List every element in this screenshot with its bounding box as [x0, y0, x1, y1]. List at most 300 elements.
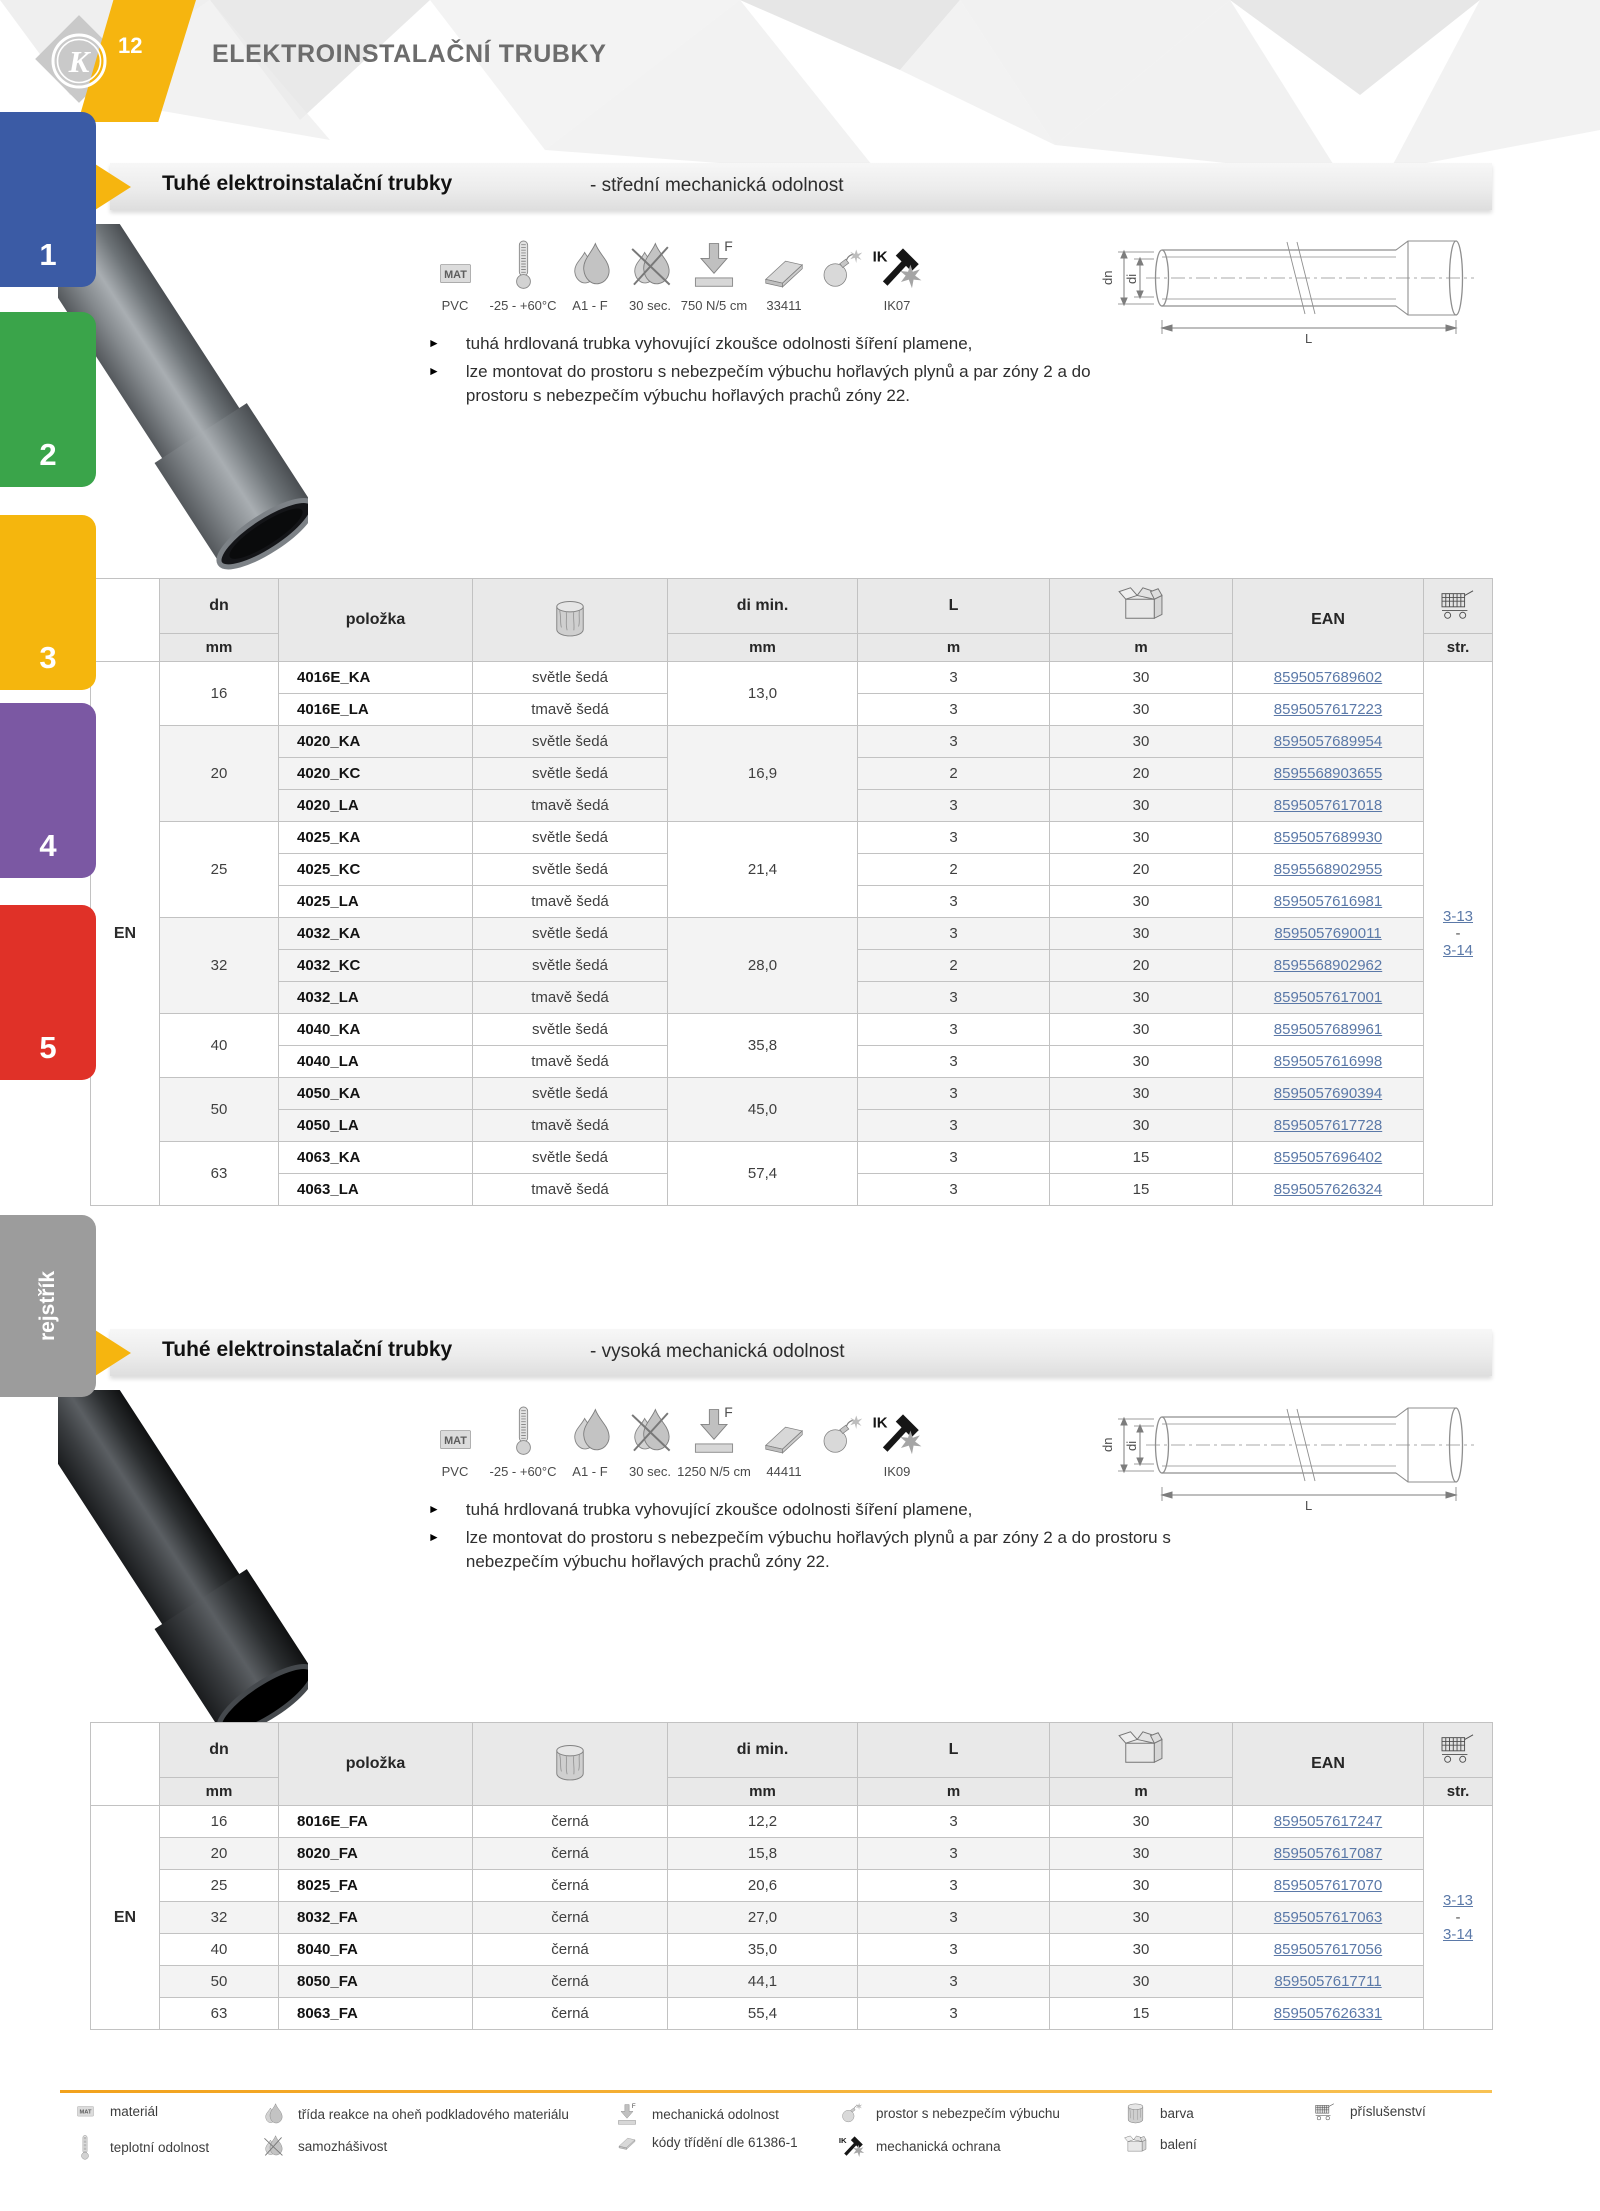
press-icon [615, 2102, 639, 2126]
cell-ean [1233, 982, 1424, 1014]
cell-ean [1233, 694, 1424, 726]
ean-link[interactable]: 8595057689602 [1273, 669, 1383, 686]
svg-text:MAT: MAT [443, 268, 467, 281]
table-row [91, 1014, 1493, 1046]
feature-bullets [428, 1498, 1188, 1578]
sidebar-tab-rejstk[interactable] [0, 1215, 96, 1397]
cell-pack: 20 [1050, 950, 1233, 982]
table-row [91, 1902, 1493, 1934]
svg-text:IK: IK [872, 248, 888, 266]
legend-label: příslušenství [1350, 2104, 1426, 2119]
svg-text:MAT: MAT [78, 2109, 92, 2116]
footer-divider [60, 2090, 1492, 2093]
book-icon [617, 2134, 637, 2151]
cell-dn: 63 [160, 1142, 279, 1206]
cell-ean [1233, 822, 1424, 854]
legend-label: mechanická ochrana [876, 2138, 1001, 2154]
col-header-cart [1424, 1723, 1493, 1778]
page-title: ELEKTROINSTALAČNÍ TRUBKY [212, 40, 607, 68]
cell-dn: 40 [160, 1934, 279, 1966]
cell-item: 4032_KC [279, 950, 473, 982]
standard-label: EN [91, 1806, 160, 2030]
table-row [91, 1806, 1493, 1838]
col-header-cart [1424, 579, 1493, 634]
sidebar-tab-label: 5 [39, 1030, 57, 1065]
unit-L: m [858, 634, 1050, 662]
cell-di: 45,0 [668, 1078, 858, 1142]
page-link[interactable]: 3-14 [1442, 942, 1474, 959]
ean-link[interactable]: 8595057617063 [1273, 1909, 1383, 1926]
spec-label: 1250 N/5 cm [677, 1464, 751, 1479]
ean-link[interactable]: 8595057617070 [1273, 1877, 1383, 1894]
section-bar-2 [110, 1329, 1492, 1376]
cell-L: 3 [858, 886, 1050, 918]
ean-link[interactable]: 8595057690011 [1274, 925, 1382, 942]
sidebar-tab-label: rejstřík [36, 1270, 59, 1342]
page-link[interactable]: 3-14 [1442, 1926, 1474, 1943]
cell-L: 3 [858, 982, 1050, 1014]
section-bar-1 [110, 163, 1492, 210]
sidebar-tab-5[interactable] [0, 905, 96, 1080]
table-row [91, 918, 1493, 950]
legend-label: materiál [110, 2103, 159, 2119]
cell-item: 4063_LA [279, 1174, 473, 1206]
section-subtitle: - vysoká mechanická odolnost [590, 1341, 845, 1362]
table-row [91, 1934, 1493, 1966]
ean-link[interactable]: 8595057617001 [1273, 989, 1383, 1006]
cell-ean [1233, 1998, 1424, 2030]
cell-ean [1233, 854, 1424, 886]
table-row [91, 1870, 1493, 1902]
cell-pack: 30 [1050, 1966, 1233, 1998]
page-ref [1424, 1806, 1493, 2030]
bucket-icon [1126, 2102, 1145, 2124]
bomb-icon [839, 2102, 863, 2124]
unit-L: m [858, 1778, 1050, 1806]
cell-dn: 16 [160, 1806, 279, 1838]
cell-L: 3 [858, 1806, 1050, 1838]
ean-link[interactable]: 8595057689961 [1273, 1021, 1383, 1038]
thermometer-icon [512, 238, 535, 290]
cell-dn: 50 [160, 1966, 279, 1998]
cell-ean [1233, 1078, 1424, 1110]
spec-label: 44411 [766, 1464, 802, 1479]
cell-color: světle šedá [473, 950, 668, 982]
cell-color: světle šedá [473, 822, 668, 854]
section-title: Tuhé elektroinstalační trubky [162, 172, 453, 195]
kopos-logo-icon [49, 31, 109, 91]
svg-text:MAT: MAT [443, 1434, 467, 1447]
spec-label: -25 - +60°C [489, 298, 557, 313]
cell-ean [1233, 790, 1424, 822]
spec-ik-hammer-icon [849, 1398, 945, 1479]
col-header-color [473, 1723, 668, 1806]
feature-bullets [428, 332, 1103, 412]
cell-color: černá [473, 1902, 668, 1934]
bullet-item [428, 1526, 1188, 1574]
ean-link[interactable]: 8595057617056 [1273, 1941, 1383, 1958]
cell-di: 15,8 [668, 1838, 858, 1870]
cell-pack: 15 [1050, 1142, 1233, 1174]
cell-item: 4016E_KA [279, 662, 473, 694]
cell-color: světle šedá [473, 1142, 668, 1174]
cell-item: 4032_LA [279, 982, 473, 1014]
cell-color: tmavě šedá [473, 1110, 668, 1142]
cell-item: 8050_FA [279, 1966, 473, 1998]
cell-L: 2 [858, 854, 1050, 886]
cell-L: 3 [858, 1078, 1050, 1110]
legend-label: samozhášivost [298, 2138, 388, 2154]
cell-di: 27,0 [668, 1902, 858, 1934]
cell-di: 16,9 [668, 726, 858, 822]
col-header-pack [1050, 579, 1233, 634]
dim-label-L: L [1305, 331, 1313, 346]
cell-di: 35,0 [668, 1934, 858, 1966]
cell-pack: 30 [1050, 1014, 1233, 1046]
cell-color: světle šedá [473, 854, 668, 886]
cell-ean [1233, 1174, 1424, 1206]
ean-link[interactable]: 8595057616981 [1273, 893, 1383, 910]
col-header-color [473, 579, 668, 662]
table-row [91, 822, 1493, 854]
cell-L: 3 [858, 662, 1050, 694]
svg-text:F: F [631, 2103, 636, 2110]
product-table-wrap [90, 578, 1493, 1206]
cell-di: 57,4 [668, 1142, 858, 1206]
cell-pack: 30 [1050, 694, 1233, 726]
sidebar-tab-4[interactable] [0, 703, 96, 878]
unit-di: mm [668, 1778, 858, 1806]
legend-label: prostor s nebezpečím výbuchu [876, 2105, 1060, 2121]
box-icon [1116, 1728, 1166, 1768]
cell-pack: 20 [1050, 854, 1233, 886]
cart-icon [1439, 1732, 1477, 1764]
bullet-text: lze montovat do prostoru s nebezpečím výbuchu hořlavých plynů a par zóny 2 a do prostoru s nebezpečím výbuchu hořlavých prachů zóny 22. [465, 1528, 1171, 1572]
legend-item [1118, 2102, 1194, 2124]
cell-color: světle šedá [473, 918, 668, 950]
flame-icon [261, 2102, 285, 2126]
cell-color: černá [473, 1998, 668, 2030]
thermometer-icon [512, 1404, 535, 1456]
cell-item: 4016E_LA [279, 694, 473, 726]
cell-L: 2 [858, 758, 1050, 790]
cell-color: tmavě šedá [473, 886, 668, 918]
cell-color: černá [473, 1966, 668, 1998]
sidebar-tab-label: 1 [39, 237, 57, 272]
cell-item: 8025_FA [279, 1870, 473, 1902]
bullet-arrow-icon: ► [428, 1502, 440, 1516]
cell-L: 3 [858, 1046, 1050, 1078]
section-subtitle: - střední mechanická odolnost [590, 175, 844, 196]
cell-ean [1233, 1966, 1424, 1998]
bullet-text: lze montovat do prostoru s nebezpečím výbuchu hořlavých plynů a par zóny 2 a do prostoru s nebezpečím výbuchu hořlavých prachů zóny 22. [465, 362, 1091, 406]
spec-label: PVC [441, 298, 469, 313]
cell-L: 3 [858, 1142, 1050, 1174]
spec-label: IK07 [883, 298, 911, 313]
ean-link[interactable]: 8595568902955 [1273, 861, 1383, 878]
spec-label: 750 N/5 cm [680, 298, 748, 313]
legend-label: teplotní odolnost [110, 2139, 210, 2155]
cell-pack: 30 [1050, 1870, 1233, 1902]
cell-ean [1233, 1806, 1424, 1838]
legend-item [256, 2102, 569, 2126]
cell-di: 13,0 [668, 662, 858, 726]
spec-label: -25 - +60°C [489, 1464, 557, 1479]
cell-ean [1233, 1110, 1424, 1142]
col-header-item: položka [279, 579, 473, 662]
sidebar-tab-2[interactable] [0, 312, 96, 487]
cell-item: 4025_LA [279, 886, 473, 918]
ean-link[interactable]: 8595057689954 [1273, 733, 1383, 750]
cell-item: 4050_LA [279, 1110, 473, 1142]
cell-dn: 63 [160, 1998, 279, 2030]
page-link[interactable]: 3-13 [1442, 1892, 1474, 1909]
ean-link[interactable]: 8595057626324 [1273, 1181, 1383, 1198]
cell-item: 4020_KC [279, 758, 473, 790]
cell-pack: 30 [1050, 1078, 1233, 1110]
section-arrow-icon [95, 1330, 131, 1376]
cell-L: 3 [858, 726, 1050, 758]
ean-link[interactable]: 8595057696402 [1273, 1149, 1383, 1166]
col-header-L: L [858, 579, 1050, 634]
bullet-item [428, 332, 1103, 356]
legend-label: barva [1160, 2105, 1194, 2121]
cell-color: světle šedá [473, 1078, 668, 1110]
press-icon [688, 1404, 740, 1456]
cell-item: 4050_KA [279, 1078, 473, 1110]
cell-pack: 30 [1050, 918, 1233, 950]
cell-L: 3 [858, 1014, 1050, 1046]
cell-L: 3 [858, 918, 1050, 950]
col-header-di: di min. [668, 579, 858, 634]
cell-pack: 15 [1050, 1998, 1233, 2030]
cell-item: 8020_FA [279, 1838, 473, 1870]
unit-dn: mm [160, 1778, 279, 1806]
cell-item: 8040_FA [279, 1934, 473, 1966]
standard-label: EN [91, 662, 160, 1206]
cell-color: tmavě šedá [473, 694, 668, 726]
cell-color: tmavě šedá [473, 790, 668, 822]
sidebar-tab-1[interactable] [0, 112, 96, 287]
cell-dn: 25 [160, 1870, 279, 1902]
cell-ean [1233, 726, 1424, 758]
cart-icon [1439, 588, 1477, 620]
col-header-page: str. [1424, 634, 1493, 662]
section-title: Tuhé elektroinstalační trubky [162, 1338, 453, 1361]
table-row [91, 662, 1493, 694]
cell-ean [1233, 1934, 1424, 1966]
sidebar-tab-label: 3 [39, 640, 57, 675]
legend-item [834, 2134, 1001, 2158]
cell-di: 12,2 [668, 1806, 858, 1838]
spec-label: 30 sec. [629, 1464, 671, 1479]
col-header-dn: dn [160, 579, 279, 634]
flame-crossed-icon [261, 2134, 285, 2158]
legend-item [1308, 2102, 1426, 2121]
cell-ean [1233, 1902, 1424, 1934]
dim-label-di: di [1124, 1440, 1139, 1451]
bullet-arrow-icon: ► [428, 1530, 440, 1545]
cell-item: 4032_KA [279, 918, 473, 950]
unit-di: mm [668, 634, 858, 662]
cell-color: světle šedá [473, 662, 668, 694]
cell-L: 3 [858, 822, 1050, 854]
spec-label: PVC [441, 1464, 469, 1479]
cell-di: 35,8 [668, 1014, 858, 1078]
cell-pack: 30 [1050, 822, 1233, 854]
cell-color: světle šedá [473, 1014, 668, 1046]
cell-pack: 30 [1050, 1806, 1233, 1838]
page-ref-dash: - [1455, 925, 1461, 942]
cell-item: 4020_LA [279, 790, 473, 822]
cell-item: 4025_KC [279, 854, 473, 886]
mat-icon [438, 256, 473, 290]
thermometer-icon [79, 2134, 91, 2160]
cell-color: světle šedá [473, 726, 668, 758]
cell-ean [1233, 1142, 1424, 1174]
cart-icon [1314, 2102, 1336, 2121]
cell-color: tmavě šedá [473, 982, 668, 1014]
cell-ean [1233, 886, 1424, 918]
ean-link[interactable]: 8595057690394 [1273, 1085, 1383, 1102]
col-header-L: L [858, 1723, 1050, 1778]
cell-L: 3 [858, 1902, 1050, 1934]
svg-text:IK: IK [872, 1414, 888, 1432]
cell-dn: 20 [160, 726, 279, 822]
cell-pack: 15 [1050, 1174, 1233, 1206]
col-header-ean: EAN [1233, 1723, 1424, 1806]
cell-dn: 16 [160, 662, 279, 726]
legend-item [610, 2134, 798, 2151]
legend-label: balení [1160, 2136, 1197, 2152]
col-header-dn: dn [160, 1723, 279, 1778]
cell-di: 21,4 [668, 822, 858, 918]
legend-item [1118, 2134, 1197, 2154]
cell-L: 3 [858, 1966, 1050, 1998]
ean-link[interactable]: 8595057617728 [1273, 1117, 1383, 1134]
cell-pack: 30 [1050, 1902, 1233, 1934]
legend-item [834, 2102, 1060, 2124]
table-row [91, 1998, 1493, 2030]
cell-L: 3 [858, 1870, 1050, 1902]
cell-pack: 30 [1050, 790, 1233, 822]
cell-item: 4040_LA [279, 1046, 473, 1078]
unit-dn: mm [160, 634, 279, 662]
technical-drawing [1090, 1395, 1490, 1513]
cell-di: 20,6 [668, 1870, 858, 1902]
spec-label: IK09 [883, 1464, 911, 1479]
cell-pack: 30 [1050, 886, 1233, 918]
ik-hammer-icon [871, 1410, 923, 1456]
svg-text:IK: IK [838, 2136, 847, 2146]
spec-label: 30 sec. [629, 298, 671, 313]
cell-item: 8016E_FA [279, 1806, 473, 1838]
bucket-icon [553, 598, 587, 638]
mat-icon [438, 1422, 473, 1456]
ean-link[interactable]: 8595057617223 [1273, 701, 1383, 718]
cell-pack: 30 [1050, 1934, 1233, 1966]
ean-link[interactable]: 8595057617711 [1274, 1973, 1382, 1990]
cell-item: 4040_KA [279, 1014, 473, 1046]
unit-pack: m [1050, 634, 1233, 662]
bullet-text: tuhá hrdlovaná trubka vyhovující zkoušce odolnosti šíření plamene, [465, 334, 973, 353]
cell-dn: 50 [160, 1078, 279, 1142]
dim-label-dn: dn [1100, 270, 1115, 285]
cell-item: 4020_KA [279, 726, 473, 758]
ean-link[interactable]: 8595057617018 [1273, 797, 1383, 814]
page-ref [1424, 662, 1493, 1206]
cell-pack: 30 [1050, 1110, 1233, 1142]
svg-text:F: F [724, 1404, 733, 1420]
spec-label: A1 - F [572, 1464, 608, 1479]
ean-link[interactable]: 8595568902962 [1273, 957, 1383, 974]
spec-label: A1 - F [572, 298, 608, 313]
ik-hammer-icon [838, 2134, 865, 2158]
sidebar-tab-label: 4 [39, 828, 57, 863]
box-icon [1123, 2134, 1148, 2154]
box-icon [1116, 584, 1166, 624]
cell-pack: 30 [1050, 982, 1233, 1014]
legend-item [68, 2134, 209, 2160]
cell-item: 4025_KA [279, 822, 473, 854]
ean-link[interactable]: 8595057616998 [1273, 1053, 1383, 1070]
header-pattern [0, 0, 1600, 175]
cell-dn: 25 [160, 822, 279, 918]
table-row [91, 1838, 1493, 1870]
dim-label-di: di [1124, 273, 1139, 284]
ean-link[interactable]: 8595057626331 [1273, 2005, 1383, 2022]
table-row [91, 1078, 1493, 1110]
sidebar-tab-label: 2 [39, 437, 57, 472]
cell-L: 3 [858, 1838, 1050, 1870]
page-link[interactable]: 3-13 [1442, 908, 1474, 925]
sidebar-tab-3[interactable] [0, 515, 96, 690]
ean-link[interactable]: 8595057617087 [1273, 1845, 1383, 1862]
page-number: 12 [118, 33, 143, 58]
svg-text:K: K [68, 44, 90, 79]
cell-L: 3 [858, 1110, 1050, 1142]
bullet-text: tuhá hrdlovaná trubka vyhovující zkoušce odolnosti šíření plamene, [465, 1500, 973, 1519]
cell-ean [1233, 950, 1424, 982]
bullet-arrow-icon: ► [428, 336, 440, 350]
ean-link[interactable]: 8595057689930 [1273, 829, 1383, 846]
cell-item: 8032_FA [279, 1902, 473, 1934]
cell-color: světle šedá [473, 758, 668, 790]
ean-link[interactable]: 8595568903655 [1273, 765, 1383, 782]
cell-dn: 32 [160, 918, 279, 1014]
cell-dn: 40 [160, 1014, 279, 1078]
ean-link[interactable]: 8595057617247 [1273, 1813, 1383, 1830]
legend-label: třída reakce na oheň podkladového materiálu [298, 2106, 569, 2122]
table-corner [91, 1723, 160, 1806]
svg-text:F: F [724, 238, 733, 254]
cell-color: černá [473, 1870, 668, 1902]
dim-label-L: L [1305, 1498, 1313, 1513]
legend-item [256, 2134, 387, 2158]
legend-label: mechanická odolnost [652, 2106, 779, 2122]
bullet-arrow-icon: ► [428, 364, 440, 379]
technical-drawing [1090, 228, 1490, 346]
col-header-ean: EAN [1233, 579, 1424, 662]
spec-ik-hammer-icon [849, 232, 945, 313]
cell-L: 3 [858, 1998, 1050, 2030]
cell-di: 28,0 [668, 918, 858, 1014]
section-arrow-icon [95, 164, 131, 210]
bucket-icon [553, 1742, 587, 1782]
bullet-item [428, 1498, 1188, 1522]
cell-color: černá [473, 1838, 668, 1870]
table-row [91, 726, 1493, 758]
